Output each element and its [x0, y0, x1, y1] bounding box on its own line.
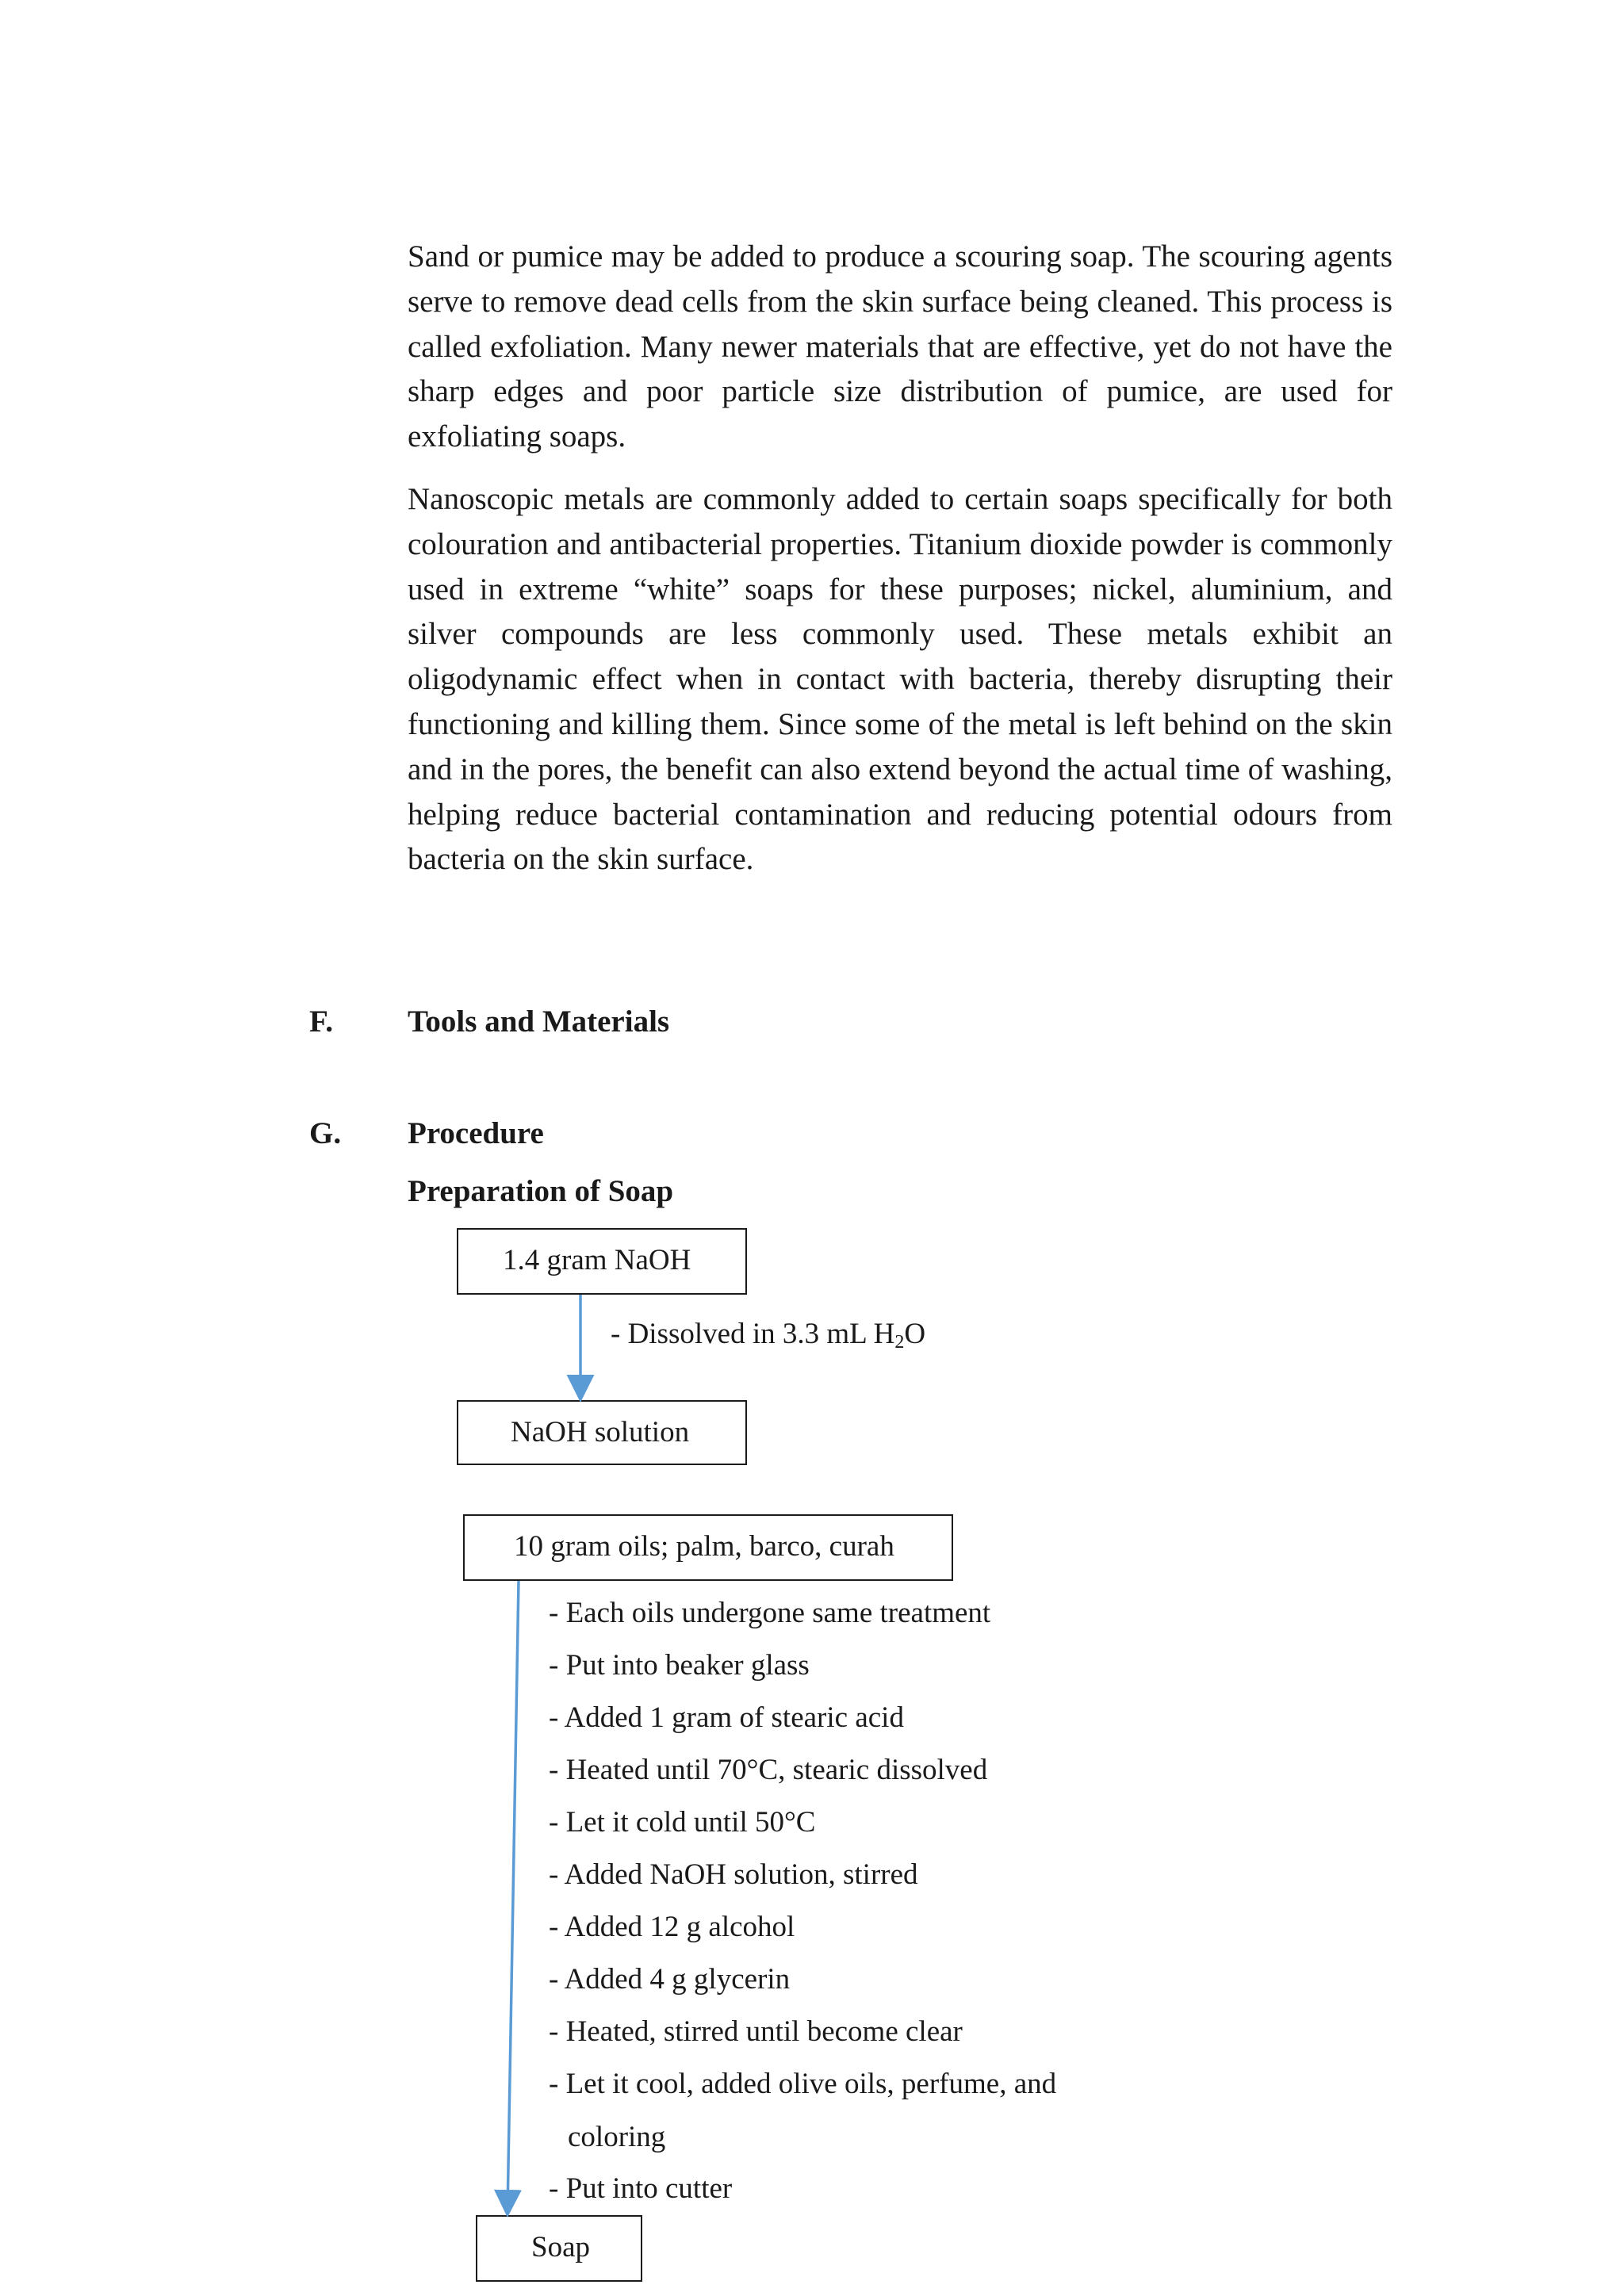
flow-step: - Put into cutter: [549, 2172, 733, 2205]
flow-note-dissolve: [611, 1318, 926, 1353]
flow-step: - Each oils undergone same treatment: [549, 1597, 991, 1629]
dissolve-suffix: O: [904, 1318, 926, 1350]
paragraph-nanoscopic-metals: Nanoscopic metals are commonly added to certain soaps specifically for both colouration and antibacterial properties. Titanium dioxide powder is commonly used in extreme “white” soaps for these purposes; nickel, aluminium, and silver compounds are less commonly used. These metals exhibit an oligodynamic effect when in contact with bacteria, thereby disrupting their functioning and killing them. Since some of the metal is left behind on the skin and in the pores, the benefit can also extend beyond the actual time of washing, helping reduce bacterial contamination and reducing potential odours from bacteria on the skin surface.: [408, 482, 1392, 877]
paragraph-scouring-soap: Sand or pumice may be added to produce a scouring soap. The scouring agents serve to remove dead cells from the skin surface being cleaned. This process is called exfoliation. Many newer materials that are effective, yet do not have the sharp edges and poor particle size distribution of pumice, are used for exfoliating soaps.: [408, 239, 1392, 454]
section-g-title: Procedure: [408, 1116, 544, 1150]
section-g-letter: G.: [309, 1116, 342, 1150]
flow-step: - Added 4 g glycerin: [549, 1963, 791, 1996]
procedure-subtitle: Preparation of Soap: [408, 1174, 674, 1208]
dissolve-subscript: 2: [894, 1332, 905, 1353]
section-f-letter: F.: [309, 1004, 333, 1039]
dissolve-text: - Dissolved in 3.3 mL H: [611, 1318, 895, 1350]
flow-box-naoh: 1.4 gram NaOH: [457, 1228, 747, 1295]
flow-step: - Added 1 gram of stearic acid: [549, 1701, 904, 1734]
flow-box-soap: Soap: [476, 2215, 642, 2282]
flow-step: - Put into beaker glass: [549, 1649, 810, 1682]
flow-steps-list: [549, 1598, 1056, 2226]
flow-step: - Added 12 g alcohol: [549, 1911, 795, 1943]
flow-step-continuation: coloring: [568, 2121, 666, 2153]
flow-box-oils: 10 gram oils; palm, barco, curah: [463, 1514, 953, 1581]
flow-step: - Heated, stirred until become clear: [549, 2015, 963, 2048]
arrow-oils-to-soap: [508, 1581, 519, 2212]
flow-box-naoh-solution: NaOH solution: [457, 1400, 747, 1465]
flow-step-line: - Let it cool, added olive oils, perfume, and: [549, 2068, 1057, 2100]
flow-step: - Let it cold until 50°C: [549, 1806, 816, 1839]
section-f-title: Tools and Materials: [408, 1004, 670, 1039]
flow-step: - Heated until 70°C, stearic dissolved: [549, 1754, 988, 1786]
flow-step: - Added NaOH solution, stirred: [549, 1858, 918, 1891]
flow-step: [549, 2069, 1056, 2174]
